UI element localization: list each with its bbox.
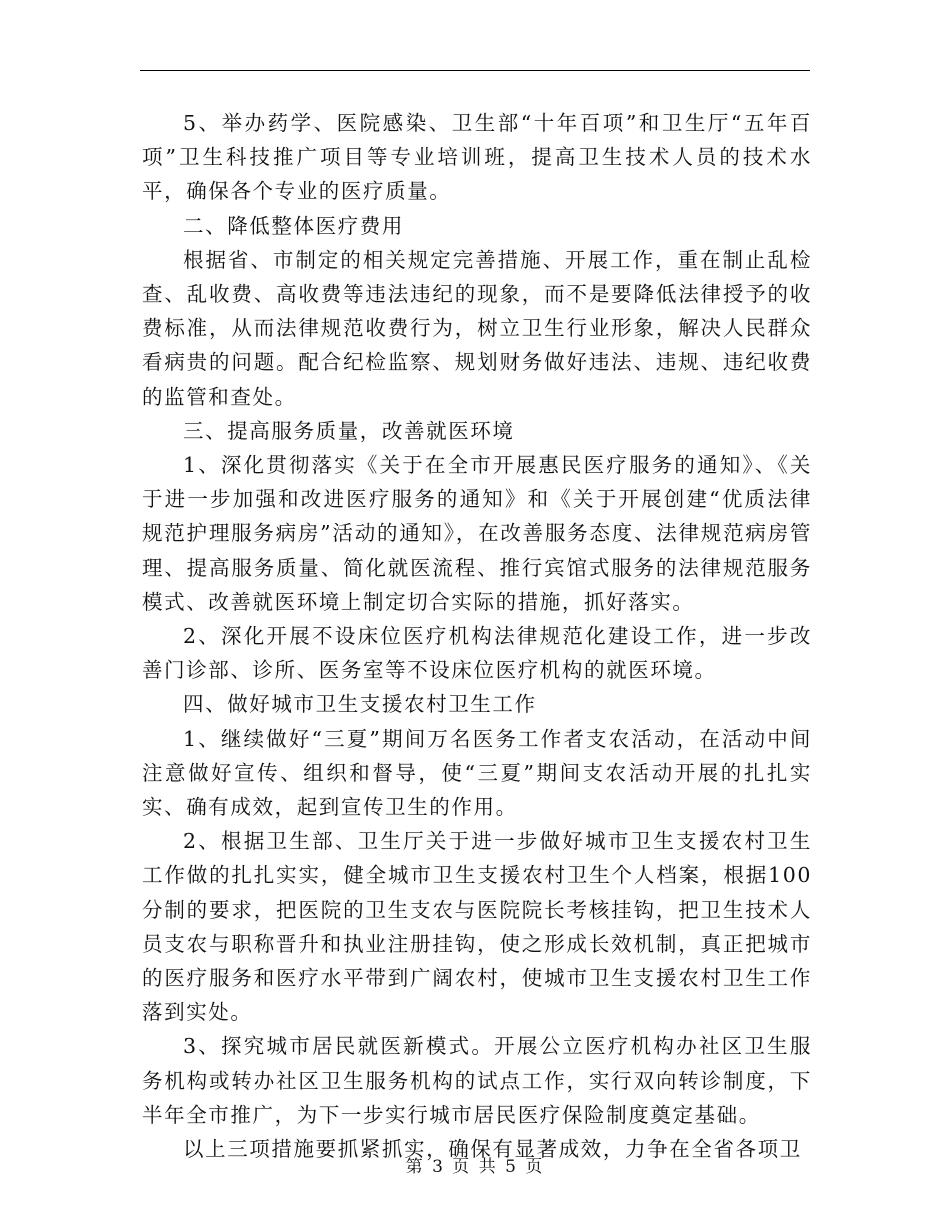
header-rule: [140, 70, 810, 71]
paragraph: 3、探究城市居民就医新模式。开展公立医疗机构办社区卫生服务机构或转办社区卫生服务机构的试点工作，实行双向转诊制度，下半年全市推广，为下一步实行城市居民医疗保险制度奠定基础。: [142, 1034, 812, 1127]
section-heading: 三、提高服务质量，改善就医环境: [183, 418, 515, 443]
paragraph: 根据省、市制定的相关规定完善措施、开展工作，重在制止乱检查、乱收费、高收费等违法违纪的现象，而不是要降低法律授予的收费标准，从而法律规范收费行为，树立卫生行业形象，解决人民群众看病贵的问题。配合纪检监察、规划财务做好违法、违规、违纪收费的监管和查处。: [142, 247, 812, 409]
paragraph: 1、继续做好“三夏”期间万名医务工作者支农活动，在活动中间注意做好宣传、组织和督导，使“三夏”期间支农活动开展的扎扎实实、确有成效，起到宣传卫生的作用。: [142, 726, 812, 820]
section-heading: 四、做好城市卫生支援农村卫生工作: [183, 692, 537, 717]
paragraph: 2、深化开展不设床位医疗机构法律规范化建设工作，进一步改善门诊部、诊所、医务室等不设床位医疗机构的就医环境。: [142, 624, 812, 683]
document-body: [142, 106, 812, 1166]
paragraph: 5、举办药学、医院感染、卫生部“十年百项”和卫生厅“五年百项”卫生科技推广项目等专业培训班，提高卫生技术人员的技术水平，确保各个专业的医疗质量。: [142, 111, 812, 204]
paragraph: 1、深化贯彻落实《关于在全市开展惠民医疗服务的通知》、《关于进一步加强和改进医疗服务的通知》和《关于开展创建“优质法律规范护理服务病房”活动的通知》，在改善服务态度、法律规范病房管理、提高服务质量、简化就医流程、推行宾馆式服务的法律规范服务模式、改善就医环境上制定切合实际的措施，抓好落实。: [142, 453, 812, 614]
paragraph: 以上三项措施要抓紧抓实，确保有显著成效，力争在全省各项卫: [183, 1137, 802, 1162]
page-number: 第 3 页 共 5 页: [405, 1157, 545, 1177]
section-heading: 二、降低整体医疗费用: [183, 213, 404, 238]
paragraph: 2、根据卫生部、卫生厅关于进一步做好城市卫生支援农村卫生工作做的扎扎实实，健全城市卫生支援农村卫生个人档案，根据100分制的要求，把医院的卫生支农与医院院长考核挂钩，把卫生技术人员支农与职称晋升和执业注册挂钩，使之形成长效机制，真正把城市的医疗服务和医疗水平带到广阔农村，使城市卫生支援农村卫生工作落到实处。: [142, 829, 812, 1025]
